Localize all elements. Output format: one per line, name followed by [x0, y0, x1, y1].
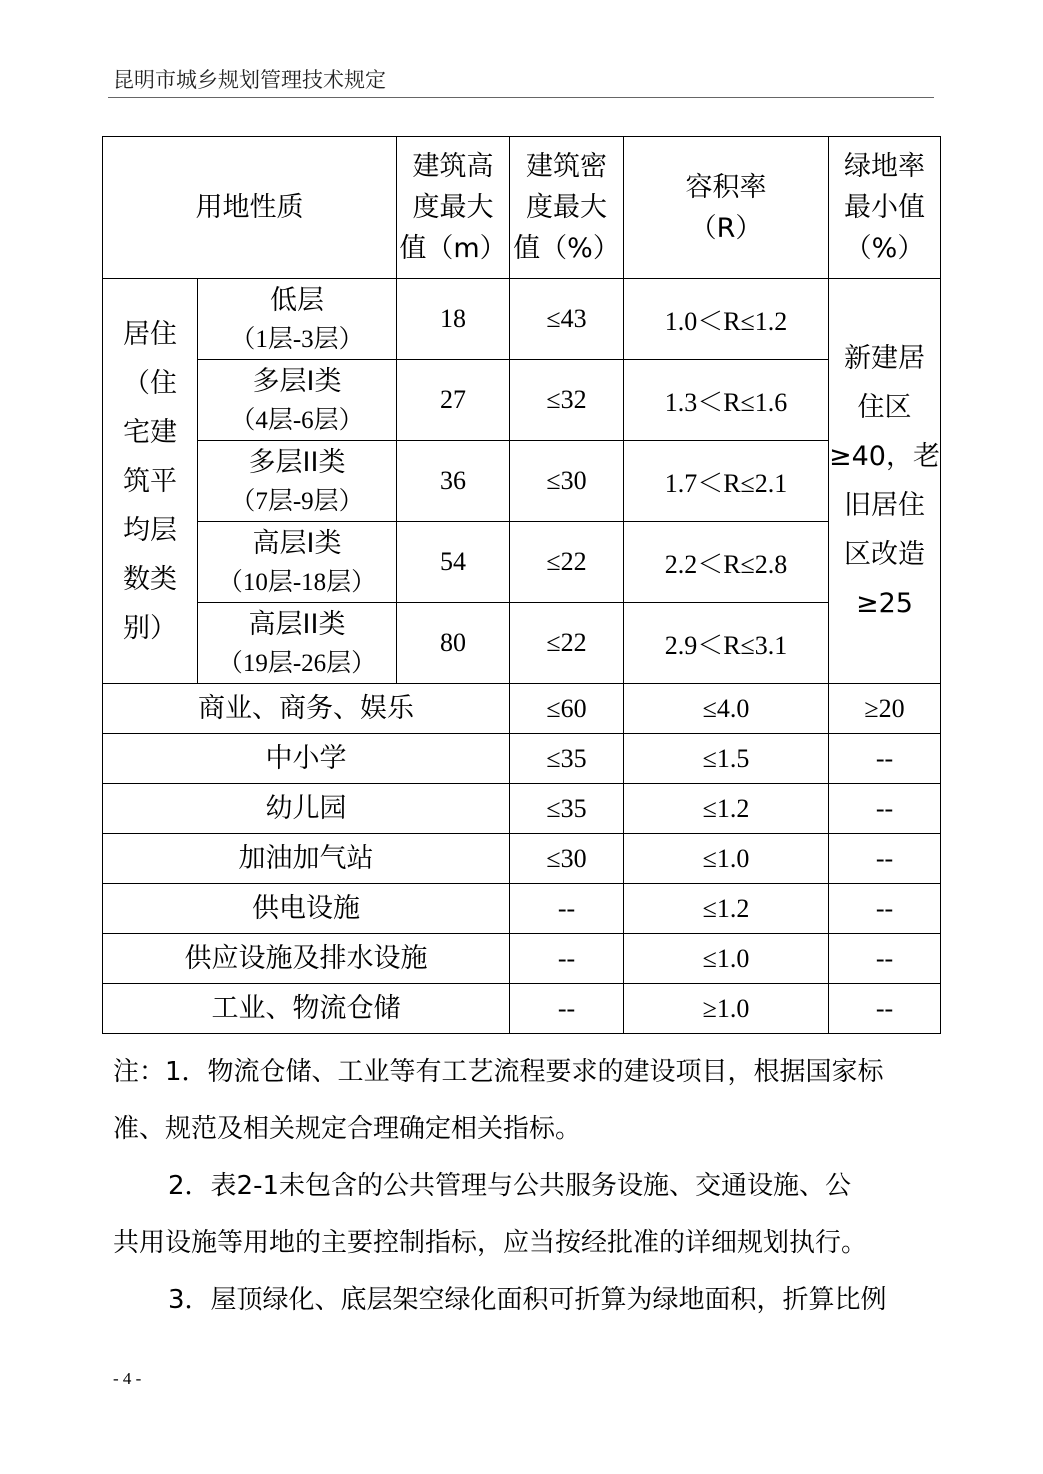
- table-row: [103, 834, 941, 884]
- land-use-cell: 中小学: [103, 734, 510, 784]
- density-cell: ≤60: [510, 684, 624, 734]
- header-rule: [108, 97, 934, 98]
- land-use-cell: 幼儿园: [103, 784, 510, 834]
- density-cell: ≤30: [510, 834, 624, 884]
- density-cell: --: [510, 884, 624, 934]
- residential-type: 高层I类 （10层-18层）: [198, 522, 397, 603]
- table-row: [103, 934, 941, 984]
- header-green: 绿地率 最小值 （%）: [829, 137, 941, 279]
- land-use-control-table: [102, 136, 941, 1034]
- height-cell: 54: [397, 522, 510, 603]
- far-cell: ≥1.0: [624, 984, 829, 1034]
- green-cell: --: [829, 784, 941, 834]
- residential-type: 多层I类 （4层-6层）: [198, 360, 397, 441]
- header-density: 建筑密 度最大 值（%）: [510, 137, 624, 279]
- land-use-cell: 供应设施及排水设施: [103, 934, 510, 984]
- far-cell: 2.9＜R≤3.1: [624, 603, 829, 684]
- green-cell: --: [829, 934, 941, 984]
- density-cell: ≤43: [510, 279, 624, 360]
- density-cell: ≤22: [510, 603, 624, 684]
- green-cell: --: [829, 984, 941, 1034]
- note-line: 注：1．物流仓储、工业等有工艺流程要求的建设项目，根据国家标: [113, 1057, 884, 1087]
- land-use-cell: 商业、商务、娱乐: [103, 684, 510, 734]
- header-far: 容积率 （R）: [624, 137, 829, 279]
- far-cell: ≤1.0: [624, 934, 829, 984]
- header-land-use: 用地性质: [103, 137, 397, 279]
- far-cell: ≤1.2: [624, 784, 829, 834]
- far-cell: 1.7＜R≤2.1: [624, 441, 829, 522]
- page-number: - 4 -: [113, 1369, 142, 1388]
- residential-group-label: 居住 （住 宅建 筑平 均层 数类 别）: [103, 279, 198, 684]
- height-cell: 27: [397, 360, 510, 441]
- residential-type: 高层II类 （19层-26层）: [198, 603, 397, 684]
- height-cell: 80: [397, 603, 510, 684]
- land-use-cell: 加油加气站: [103, 834, 510, 884]
- table-header-row: [103, 137, 941, 279]
- height-cell: 18: [397, 279, 510, 360]
- density-cell: ≤30: [510, 441, 624, 522]
- green-cell: --: [829, 834, 941, 884]
- table-row: [103, 734, 941, 784]
- density-cell: ≤35: [510, 734, 624, 784]
- table-row: [103, 522, 941, 603]
- far-cell: ≤1.0: [624, 834, 829, 884]
- table-row: [103, 784, 941, 834]
- density-cell: ≤32: [510, 360, 624, 441]
- residential-type: 多层II类 （7层-9层）: [198, 441, 397, 522]
- far-cell: 1.0＜R≤1.2: [624, 279, 829, 360]
- density-cell: --: [510, 984, 624, 1034]
- density-cell: --: [510, 934, 624, 984]
- far-cell: 2.2＜R≤2.8: [624, 522, 829, 603]
- land-use-cell: 工业、物流仓储: [103, 984, 510, 1034]
- note-line: 2．表2-1未包含的公共管理与公共服务设施、交通设施、公: [168, 1171, 852, 1201]
- far-cell: 1.3＜R≤1.6: [624, 360, 829, 441]
- height-cell: 36: [397, 441, 510, 522]
- residential-type: 低层 （1层-3层）: [198, 279, 397, 360]
- green-cell: --: [829, 734, 941, 784]
- table-row: [103, 441, 941, 522]
- table-row: [103, 603, 941, 684]
- density-cell: ≤22: [510, 522, 624, 603]
- far-cell: ≤1.5: [624, 734, 829, 784]
- page-header: 昆明市城乡规划管理技术规定: [113, 68, 386, 92]
- note-line: 3．屋顶绿化、底层架空绿化面积可折算为绿地面积，折算比例: [168, 1285, 887, 1315]
- table-row: [103, 684, 941, 734]
- land-use-cell: 供电设施: [103, 884, 510, 934]
- far-cell: ≤1.2: [624, 884, 829, 934]
- table-row: [103, 279, 941, 360]
- note-line: 准、规范及相关规定合理确定相关指标。: [113, 1114, 582, 1144]
- table-row: [103, 360, 941, 441]
- header-height: 建筑高 度最大 值（m）: [397, 137, 510, 279]
- residential-green-note: 新建居 住区 ≥40，老 旧居住 区改造 ≥25: [829, 279, 941, 684]
- far-cell: ≤4.0: [624, 684, 829, 734]
- note-line: 共用设施等用地的主要控制指标，应当按经批准的详细规划执行。: [113, 1228, 868, 1258]
- green-cell: ≥20: [829, 684, 941, 734]
- table-row: [103, 984, 941, 1034]
- green-cell: --: [829, 884, 941, 934]
- density-cell: ≤35: [510, 784, 624, 834]
- table-row: [103, 884, 941, 934]
